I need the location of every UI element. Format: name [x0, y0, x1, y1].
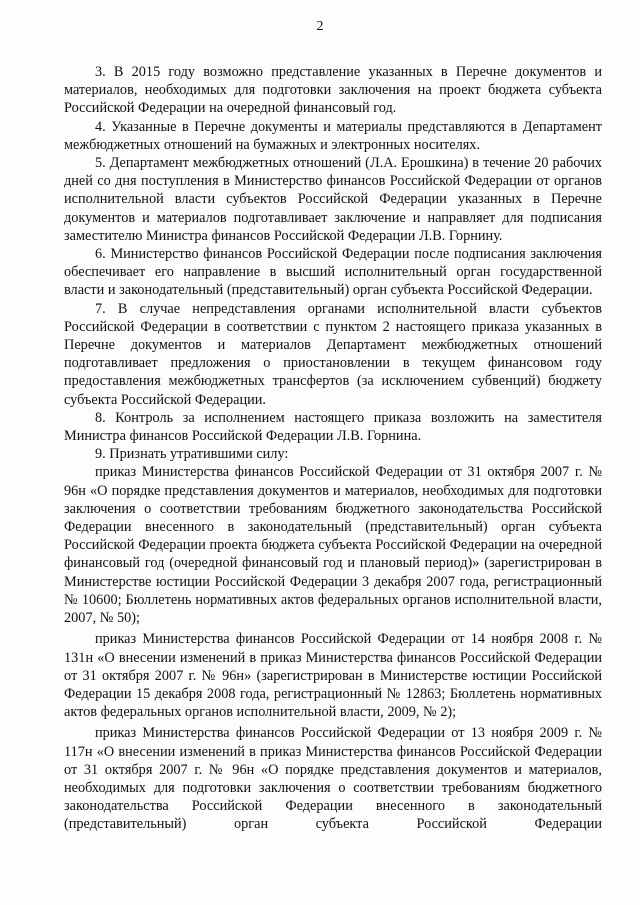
paragraph-item-8: 8. Контроль за исполнением настоящего приказа возложить на заместителя Министра финансов Российской Федерации Л.В. Горнина. — [64, 409, 602, 445]
paragraph-item-6: 6. Министерство финансов Российской Федерации после подписания заключения обеспечивает его направление в высший исполнительный орган государственной власти и законодательный (представительный) орган субъекта Российской Федерации. — [64, 246, 602, 299]
repealed-order-96n: приказ Министерства финансов Российской Федерации от 31 октября 2007 г. № 96н «О порядке представления документов и материалов, необходимых для подготовки заключения о соответствии требованиям бюджетного законодательства Российской Федерации внесенного в законодательный (представительный) орган субъекта Российской Федерации проекта бюджета субъекта Российской Федерации на очередной финансовый год (очередной финансовый год и плановый период)» (зарегистрирован в Министерстве юстиции Российской Федерации 3 декабря 2007 года, регистрационный № 10600; Бюллетень нормативных актов федеральных органов исполнительной власти, 2007, № 50); — [64, 464, 602, 627]
page-number: 2 — [316, 19, 324, 34]
paragraph-item-9: 9. Признать утратившими силу: — [95, 446, 289, 463]
paragraph-item-7: 7. В случае непредставления органами исполнительной власти субъектов Российской Федерации в соответствии с пунктом 2 настоящего приказа указанных в Перечне документов и материалов Департамент межбюджетных отношений подготавливает предложения о приостановлении в текущем финансовом году предоставления межбюджетных трансфертов (за исключением субвенций) бюджету субъекта Российской Федерации. — [64, 300, 602, 408]
repealed-order-131n: приказ Министерства финансов Российской Федерации от 14 ноября 2008 г. № 131н «О внесении изменений в приказ Министерства финансов Российской Федерации от 31 октября 2007 г. № 96н» (зарегистрирован в Министерстве юстиции Российской Федерации 15 декабря 2008 года, регистрационный № 12863; Бюллетень нормативных актов федеральных органов исполнительной власти, 2009, № 2); — [64, 631, 602, 721]
paragraph-item-4: 4. Указанные в Перечне документы и материалы представляются в Департамент межбюджетных отношений на бумажных и электронных носителях. — [64, 118, 602, 153]
document-body — [64, 63, 602, 834]
paragraph-item-3: 3. В 2015 году возможно представление указанных в Перечне документов и материалов, необходимых для подготовки заключения на проект бюджета субъекта Российской Федерации на очередной финансовый год. — [64, 64, 602, 117]
paragraph-item-5: 5. Департамент межбюджетных отношений (Л.А. Ерошкина) в течение 20 рабочих дней со дня поступления в Министерство финансов Российской Федерации от органов исполнительной власти субъектов Российской Федерации указанных в Перечне документов и материалов подготавливает заключение и направляет для подписания заместителю Министра финансов Российской Федерации Л.В. Горнину. — [64, 155, 602, 244]
repealed-order-117n: приказ Министерства финансов Российской Федерации от 13 ноября 2009 г. № 117н «О внесении изменений в приказ Министерства финансов Российской Федерации от 31 октября 2007 г. № 96н «О порядке представления документов и материалов, необходимых для подготовки заключения о соответствии требованиям бюджетного законодательства Российской Федерации внесенного в законодательный (представительный) орган субъекта Российской Федерации — [64, 725, 602, 833]
